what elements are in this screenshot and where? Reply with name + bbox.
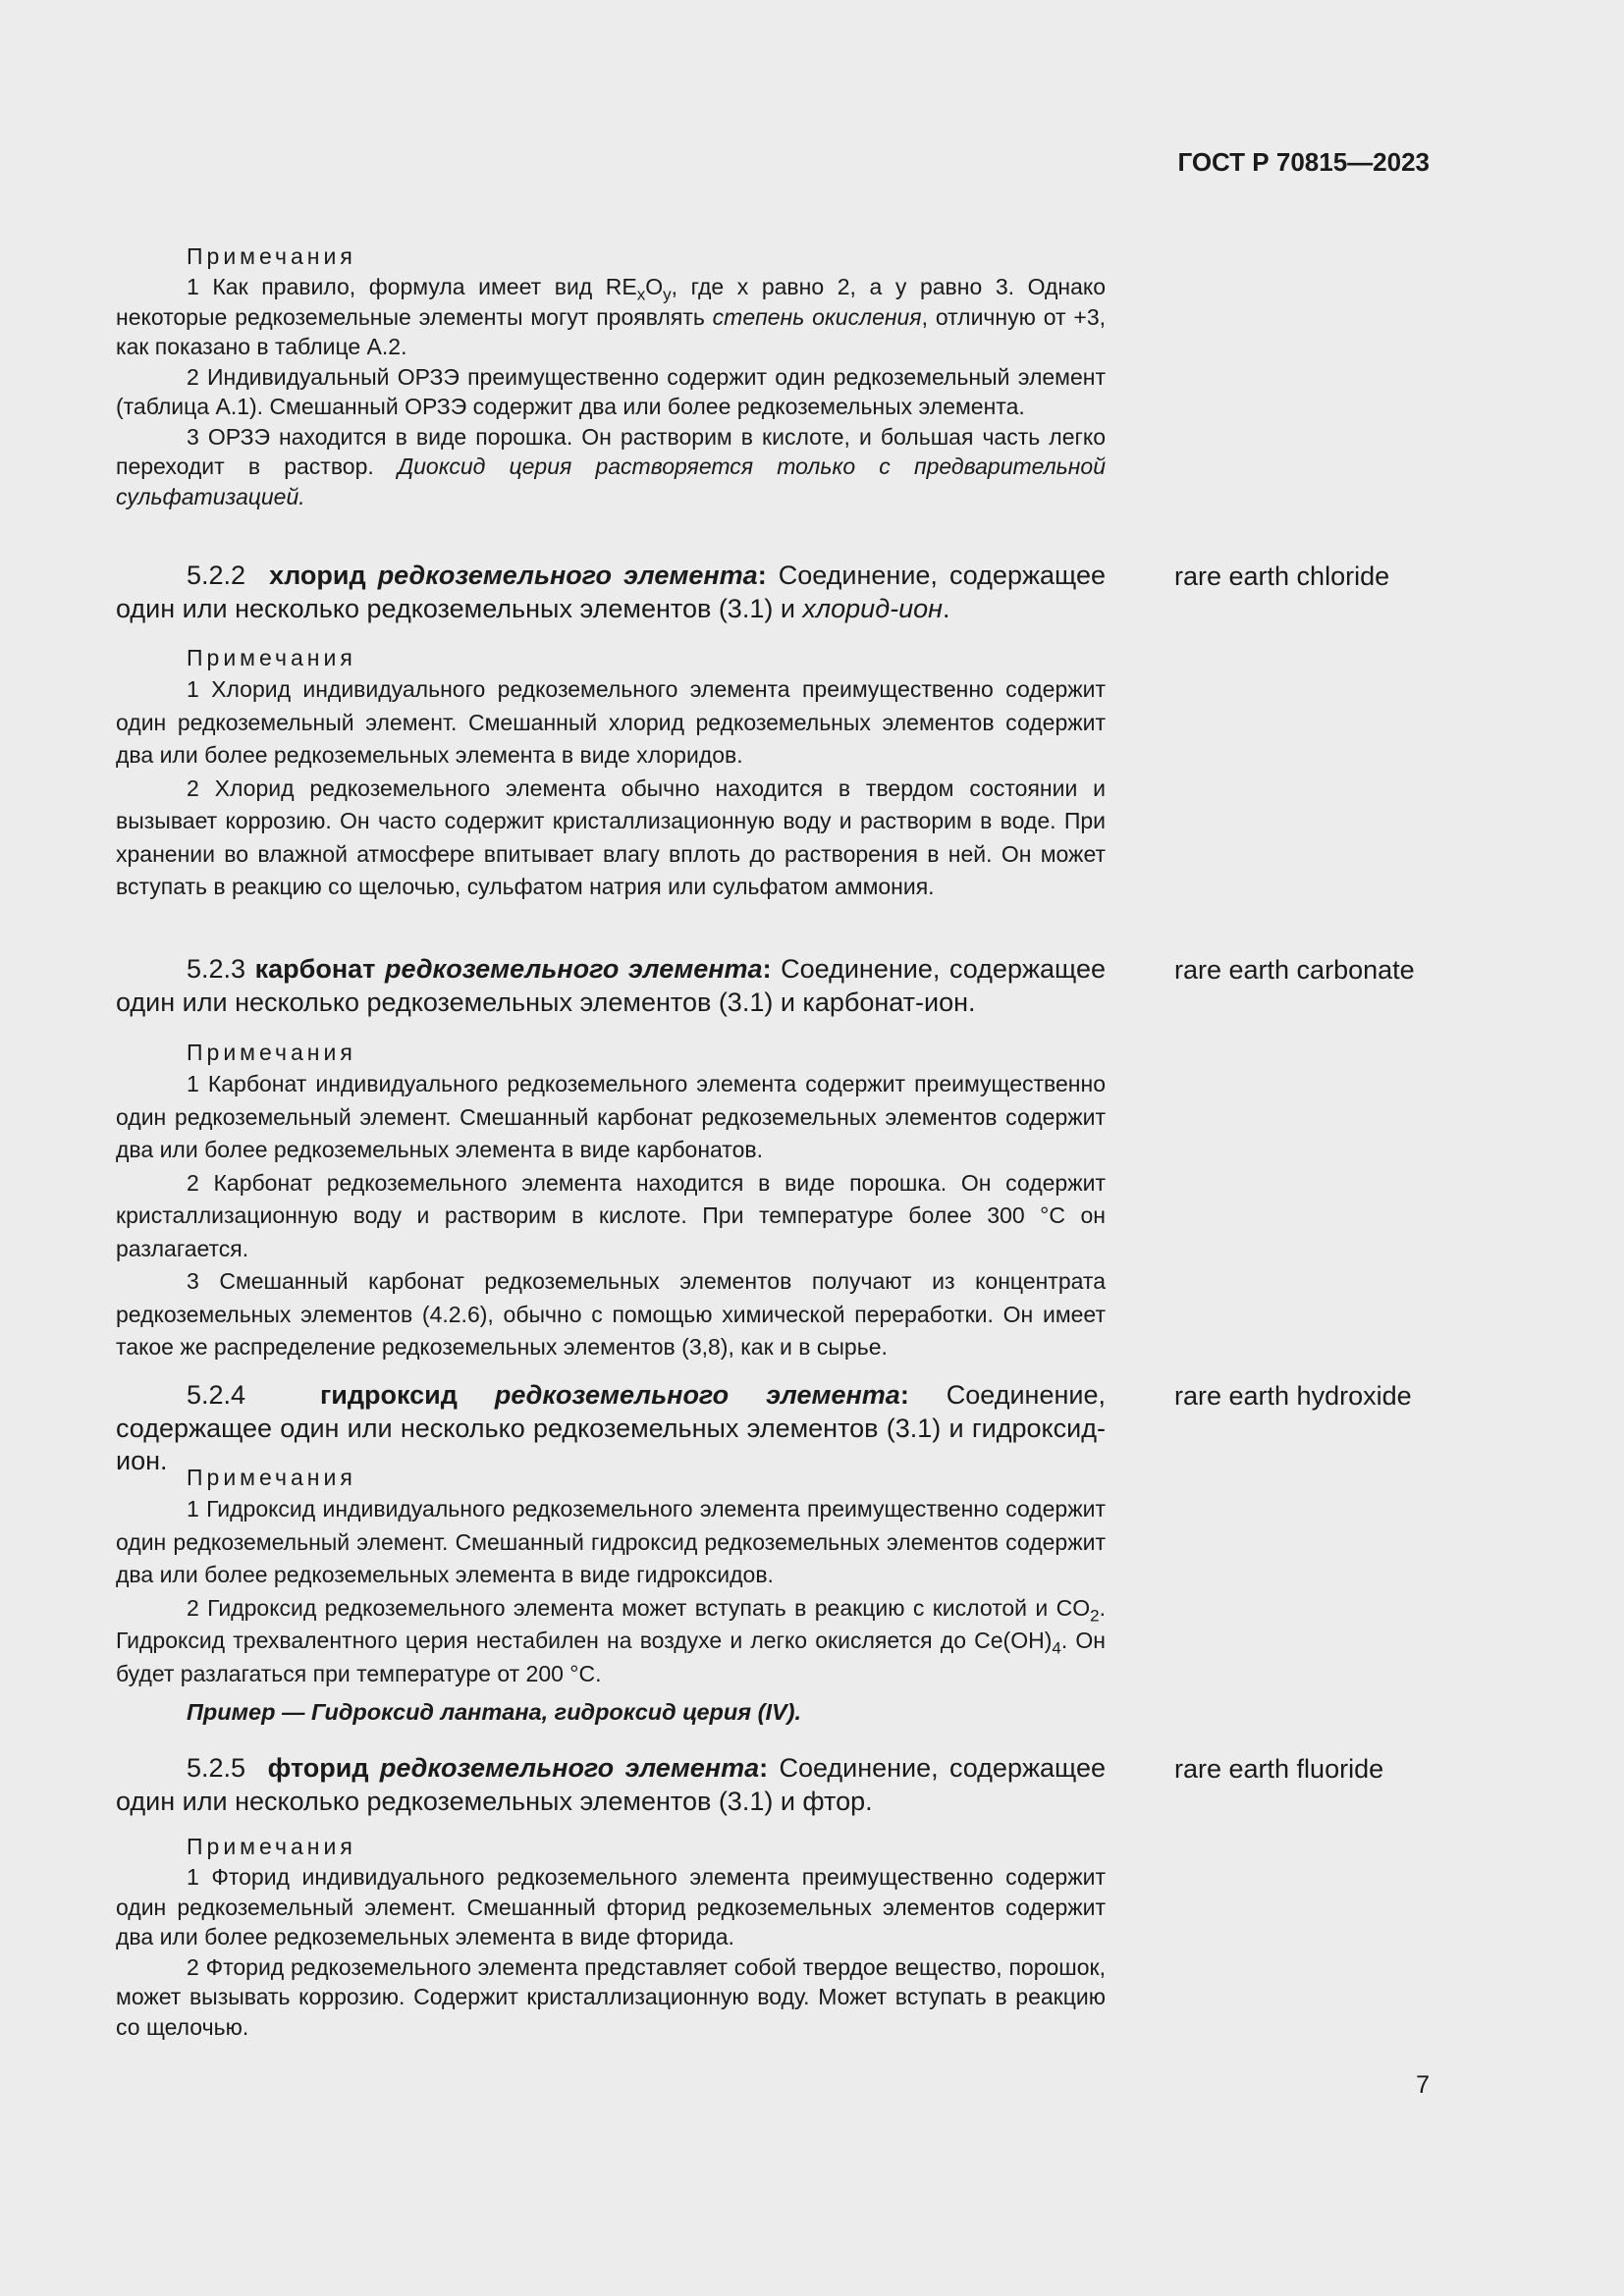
notes-heading: Примечания	[187, 243, 356, 269]
entry-5-2-4-notes	[116, 1463, 1106, 1728]
note-2: 2 Фторид редкоземельного элемента представляет собой твердое вещество, порошок, может вызывать коррозию. Содержит кристаллизационную воду. Может вступать в реакцию со щелочью.	[116, 1953, 1106, 2040]
note-1: 1 Карбонат индивидуального редкоземельного элемента содержит преимущественно один редкоземельный элемент. Смешанный карбонат редкоземельных элементов содержит два или более редкоземельных элемента в виде карбонатов.	[116, 1071, 1106, 1162]
note-2: 2 Хлорид редкоземельного элемента обычно находится в твердом состоянии и вызывает коррозию. Он часто содержит кристаллизационную воду и растворим в воде. При хранении во влажной атмосфере впитывает влагу вплоть до растворения в ней. Он может вступать в реакцию со щелочью, сульфатом натрия или сульфатом аммония.	[116, 774, 1106, 899]
notes-heading: Примечания	[187, 1465, 356, 1490]
note-1: 1 Гидроксид индивидуального редкоземельного элемента преимущественно содержит один редкоземельный элемент. Смешанный гидроксид редкоземельных элементов содержит два или более редкоземельных элемента в виде гидроксидов.	[116, 1496, 1106, 1587]
note-2: 2 Карбонат редкоземельного элемента находится в виде порошка. Он содержит кристаллизационную воду и растворим в кислоте. При температуре более 300 °С он разлагается.	[116, 1169, 1106, 1261]
entry-5-2-2	[116, 560, 1106, 625]
term-en-carbonate: rare earth carbonate	[1174, 955, 1415, 985]
note-1: 1 Хлорид индивидуального редкоземельного элемента преимущественно содержит один редкоземельный элемент. Смешанный хлорид редкоземельных элементов содержит два или более редкоземельных элемента в виде хлоридов.	[116, 676, 1106, 768]
entry-5-2-3-notes	[116, 1038, 1106, 1364]
intro-notes	[116, 241, 1106, 511]
entry-5-2-2-notes	[116, 643, 1106, 904]
term-en-fluoride: rare earth fluoride	[1174, 1754, 1384, 1784]
note-2: 2 Гидроксид редкоземельного элемента может вступать в реакцию с кислотой и $CO_2$. Гидроксид трехвалентного церия нестабилен на воздухе и легко окисляется до $Ce(OH)_4$. Он будет разлагаться при температуре от 200 °С.	[116, 1594, 1106, 1686]
document-header: ГОСТ Р 70815—2023	[1177, 147, 1430, 177]
note-1: 1 Фторид индивидуального редкоземельного элемента преимущественно содержит один редкоземельный элемент. Смешанный фторид редкоземельных элементов содержит два или более редкоземельных элемента в виде фторида.	[116, 1864, 1106, 1949]
term-en-chloride: rare earth chloride	[1174, 561, 1390, 591]
notes-heading: Примечания	[187, 1040, 356, 1065]
entry-5-2-5	[116, 1752, 1106, 1818]
entry-definition: 5.2.4 гидроксид редкоземельного элемента: Соединение, содержащее один или несколько редкоземельных элементов (3.1) и гидроксид-ион.	[116, 1380, 1106, 1475]
notes-heading: Примечания	[187, 1834, 356, 1859]
entry-definition: 5.2.5 фторид редкоземельного элемента: Соединение, содержащее один или несколько редкоземельных элементов (3.1) и фтор.	[116, 1753, 1106, 1816]
entry-5-2-3	[116, 953, 1106, 1019]
entry-5-2-5-notes	[116, 1832, 1106, 2042]
entry-definition: 5.2.2 хлорид редкоземельного элемента: Соединение, содержащее один или несколько редкоземельных элементов (3.1) и хлорид-ион.	[116, 561, 1106, 623]
note-1: 1 Как правило, формула имеет вид $RE_xO_y$, где x равно 2, а y равно 3. Однако некоторые редкоземельные элементы могут проявлять степень окисления, отличную от +3, как показано в таблице А.2.	[116, 274, 1107, 359]
term-en-hydroxide: rare earth hydroxide	[1174, 1381, 1412, 1411]
entry-definition: 5.2.3 карбонат редкоземельного элемента: Соединение, содержащее один или несколько редкоземельных элементов (3.1) и карбонат-ион.	[116, 954, 1106, 1017]
example: Пример — Гидроксид лантана, гидроксид церия (IV).	[187, 1699, 801, 1725]
note-3: 3 ОРЗЭ находится в виде порошка. Он растворим в кислоте, и большая часть легко переходит в раствор. Диоксид церия растворяется только с предварительной сульфатизацией.	[116, 423, 1107, 509]
notes-heading: Примечания	[187, 645, 356, 670]
page-number: 7	[1416, 2071, 1430, 2099]
note-3: 3 Смешанный карбонат редкоземельных элементов получают из концентрата редкоземельных элементов (4.2.6), обычно с помощью химической переработки. Он имеет такое же распределение редкоземельных элементов (3,8), как и в сырье.	[116, 1268, 1106, 1360]
note-2: 2 Индивидуальный ОРЗЭ преимущественно содержит один редкоземельный элемент (таблица А.1). Смешанный ОРЗЭ содержит два или более редкоземельных элемента.	[116, 363, 1106, 419]
